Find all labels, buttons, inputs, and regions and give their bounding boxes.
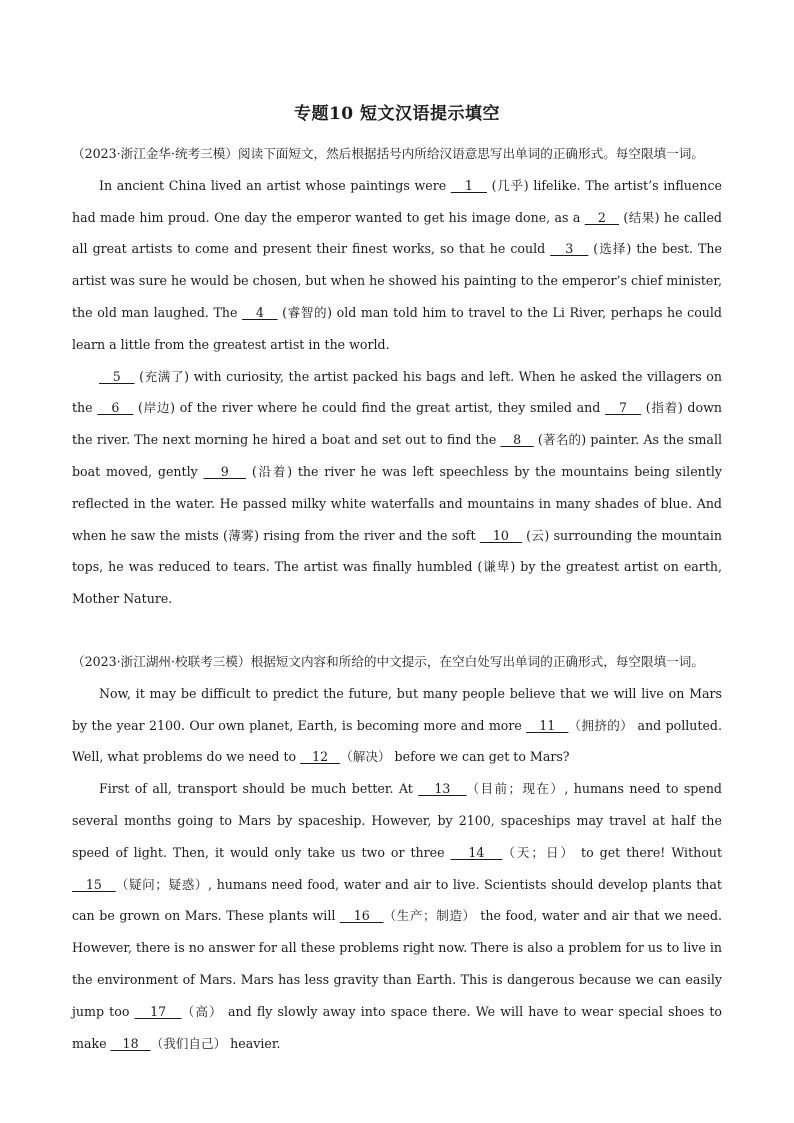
answer-blank-9[interactable]: 9: [203, 463, 247, 479]
passage-text: (指着) down the river. The next morning he hired a boat and set out to find the: [72, 400, 722, 448]
answer-blank-6[interactable]: 6: [97, 400, 134, 416]
passage-text: (选择) the best. The artist was sure he would be chosen, but when he showed his painting to the emperor’s chief minister, the old man laughed. The: [72, 241, 722, 320]
answer-blank-18[interactable]: 18: [110, 1035, 151, 1051]
passage-text: Now, it may be difficult to predict the future, but many people believe that we will live on Mars by the year 2100. Our own planet, Earth, is becoming more and more: [72, 685, 722, 733]
answer-blank-2[interactable]: 2: [584, 209, 620, 225]
answer-blank-15[interactable]: 15: [72, 876, 116, 892]
section-gap: [72, 615, 722, 646]
answer-blank-16[interactable]: 16: [339, 908, 384, 924]
answer-blank-1[interactable]: 1: [450, 177, 487, 193]
passage-paragraph: [72, 361, 722, 615]
passage-text: （高） and fly slowly away into space there. We will have to wear special shoes to make: [72, 1003, 722, 1051]
section-instruction: （2023·浙江湖州·校联考三模）根据短文内容和所给的中文提示，在空白处写出单词的正确形式，每空限填一词。: [72, 653, 704, 669]
passage-text: （解决） before we can get to Mars?: [340, 749, 570, 765]
passage-text: （目前；现在）, humans need to spend several months going to Mars by spaceship. However, by 2100, spaceships may travel at half the speed of light. Then, it would only take us two or three: [72, 781, 722, 860]
passage-text: （拥挤的） and polluted. Well, what problems do we need to: [72, 717, 722, 765]
passage-text: (几乎) lifelike. The artist’s influence had made him proud. One day the emperor wanted to get his image done, as a: [72, 177, 722, 225]
section-1: [72, 138, 722, 615]
worksheet-page: [72, 100, 722, 1059]
answer-blank-7[interactable]: 7: [605, 400, 642, 416]
answer-blank-11[interactable]: 11: [526, 717, 569, 733]
passage-text: First of all, transport should be much better. At: [99, 781, 419, 797]
passage-text: (结果) he called all great artists to come and present their finest works, so that he could: [72, 209, 722, 257]
passage-text: （我们自己） heavier.: [150, 1035, 281, 1051]
answer-blank-13[interactable]: 13: [418, 781, 467, 797]
passage-text: (岸边) of the river where he could find the great artist, they smiled and: [133, 400, 606, 416]
answer-blank-12[interactable]: 12: [300, 749, 341, 765]
passage-paragraph: [72, 678, 722, 773]
page-title: 专题10 短文汉语提示填空: [293, 104, 501, 124]
section-2: [72, 646, 722, 1059]
passage-text: （疑问；疑惑）, humans need food, water and air to live. Scientists should develop plants that can be grown on Mars. These plants will: [72, 876, 722, 924]
passage-text: （生产；制造） the food, water and air that we need. However, there is no answer for all these problems right now. There is also a problem for us to live in the environment of Mars. Mars has less gravity than Earth. This is dangerous because we can easily jump too: [72, 908, 723, 1019]
passage-text: (充满了) with curiosity, the artist packed his bags and left. When he asked the villagers on the: [72, 368, 722, 416]
passage-text: （天；日） to get there! Without: [502, 844, 723, 860]
passage-text: (著名的) painter. As the small boat moved, gently: [72, 432, 722, 479]
answer-blank-8[interactable]: 8: [500, 432, 534, 448]
passage-text: (沿着) the river he was left speechless by the mountains being silently reflected in the water. He passed milky white waterfalls and mountains in many shades of blue. And when he saw the mists (薄雾) rising from the river and the soft: [72, 463, 722, 543]
passage-text: (云) surrounding the mountain tops, he was reduced to tears. The artist was finally humbled (谦卑) by the greatest artist on earth, Mother Nature.: [72, 527, 722, 607]
answer-blank-3[interactable]: 3: [550, 241, 589, 257]
answer-blank-4[interactable]: 4: [242, 304, 278, 320]
passage-paragraph: [72, 170, 722, 361]
passage-text: In ancient China lived an artist whose paintings were: [99, 177, 451, 193]
answer-blank-10[interactable]: 10: [479, 527, 522, 543]
section-instruction: （2023·浙江金华·统考三模）阅读下面短文，然后根据括号内所给汉语意思写出单词的正确形式。每空限填一词。: [72, 146, 704, 161]
answer-blank-14[interactable]: 14: [450, 844, 503, 860]
answer-blank-17[interactable]: 17: [134, 1003, 182, 1019]
passage-paragraph: [72, 773, 722, 1059]
passage-text: (睿智的) old man told him to travel to the Li River, perhaps he could learn a little from the greatest artist in the world.: [72, 304, 722, 352]
answer-blank-5[interactable]: 5: [99, 368, 135, 384]
